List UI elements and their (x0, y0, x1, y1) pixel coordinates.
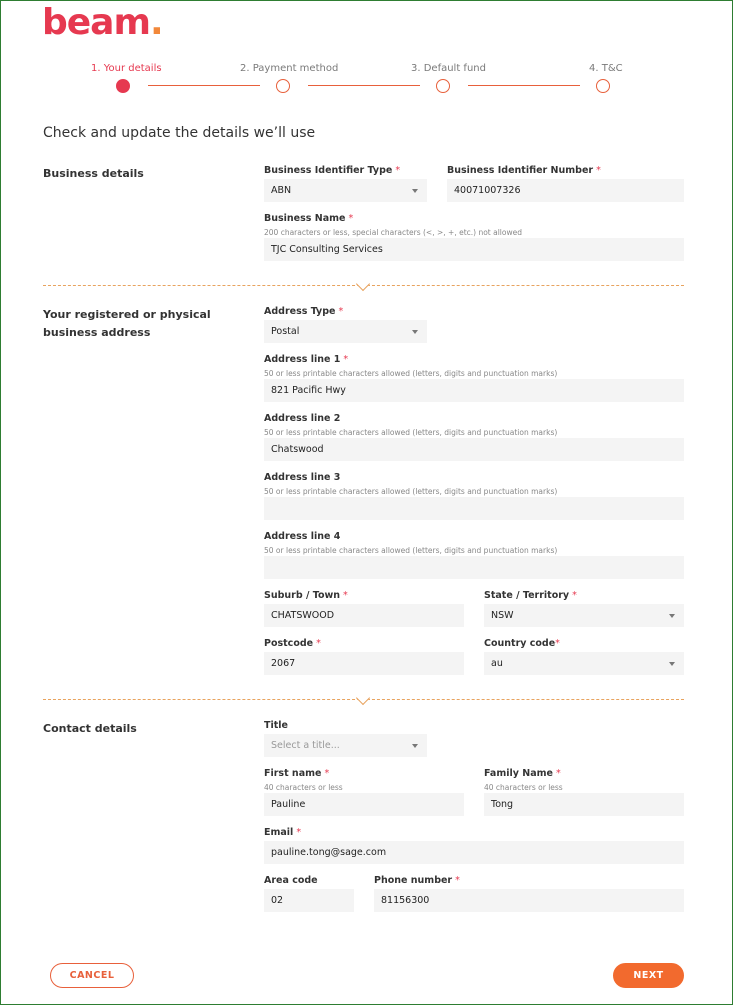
label-text: Business Name (264, 213, 346, 224)
business-name-label (264, 213, 353, 224)
address-line-2-label: Address line 2 (264, 413, 341, 424)
phone-number-label (374, 875, 460, 886)
postcode-label (264, 638, 321, 649)
email-input[interactable]: pauline.tong@sage.com (264, 841, 684, 864)
required-marker: * (296, 827, 302, 838)
suburb-label (264, 590, 348, 601)
address-type-label (264, 306, 343, 317)
required-marker: * (395, 165, 401, 176)
label-text: Business Identifier Type (264, 165, 393, 176)
chevron-down-icon (412, 189, 418, 193)
postcode-input[interactable]: 2067 (264, 652, 464, 675)
selected-value: au (491, 658, 503, 669)
section-title-contact-details: Contact details (43, 722, 137, 735)
family-name-hint: 40 characters or less (484, 783, 563, 792)
step-label-default-fund: 3. Default fund (411, 63, 486, 74)
title-label: Title (264, 720, 288, 731)
step-connector-3 (468, 85, 580, 86)
title-select[interactable] (264, 734, 427, 757)
label-text: First name (264, 768, 322, 779)
address-type-select[interactable] (264, 320, 427, 343)
step-3-indicator (436, 79, 450, 93)
phone-number-input[interactable]: 81156300 (374, 889, 684, 912)
suburb-input[interactable]: CHATSWOOD (264, 604, 464, 627)
business-identifier-number-input[interactable]: 40071007326 (447, 179, 684, 202)
required-marker: * (348, 213, 354, 224)
label-text: Phone number (374, 875, 453, 886)
required-marker: * (555, 768, 561, 779)
next-button[interactable]: NEXT (613, 963, 684, 988)
first-name-label (264, 768, 329, 779)
step-connector-2 (308, 85, 420, 86)
selected-value: ABN (271, 185, 292, 196)
logo-text: beam (42, 2, 150, 43)
first-name-input[interactable]: Pauline (264, 793, 464, 816)
first-name-hint: 40 characters or less (264, 783, 343, 792)
address-line-3-label: Address line 3 (264, 472, 341, 483)
page-title: Check and update the details we’ll use (43, 125, 316, 141)
business-name-hint: 200 characters or less, special characters (<, >, +, etc.) not allowed (264, 228, 522, 237)
family-name-label (484, 768, 561, 779)
business-identifier-number-label (447, 165, 601, 176)
required-marker: * (324, 768, 330, 779)
label-text: Address line 1 (264, 354, 341, 365)
state-label (484, 590, 577, 601)
cancel-button[interactable]: CANCEL (50, 963, 134, 988)
business-identifier-type-select[interactable] (264, 179, 427, 202)
title-placeholder: Select a title... (271, 740, 340, 751)
label-text: Business Identifier Number (447, 165, 594, 176)
chevron-down-icon (412, 330, 418, 334)
address-line-4-hint: 50 or less printable characters allowed (letters, digits and punctuation marks) (264, 546, 558, 555)
chevron-down-icon (669, 662, 675, 666)
required-marker: * (316, 638, 321, 649)
label-text: State / Territory (484, 590, 570, 601)
address-line-2-hint: 50 or less printable characters allowed (letters, digits and punctuation marks) (264, 428, 558, 437)
selected-value: Postal (271, 326, 300, 337)
business-name-input[interactable]: TJC Consulting Services (264, 238, 684, 261)
required-marker: * (596, 165, 601, 176)
country-code-label (484, 638, 560, 649)
step-label-payment-method: 2. Payment method (240, 63, 339, 74)
label-text: Suburb / Town (264, 590, 341, 601)
chevron-down-icon (669, 614, 675, 618)
step-1-indicator (116, 79, 130, 93)
address-line-3-hint: 50 or less printable characters allowed (letters, digits and punctuation marks) (264, 487, 558, 496)
label-text: Postcode (264, 638, 314, 649)
address-line-1-hint: 50 or less printable characters allowed (letters, digits and punctuation marks) (264, 369, 558, 378)
address-line-4-label: Address line 4 (264, 531, 341, 542)
required-marker: * (338, 306, 344, 317)
label-text: Family Name (484, 768, 553, 779)
label-text: Address Type (264, 306, 336, 317)
label-text: Email (264, 827, 294, 838)
area-code-label: Area code (264, 875, 318, 886)
business-identifier-type-label (264, 165, 400, 176)
logo-dot: . (150, 2, 163, 43)
required-marker: * (343, 354, 349, 365)
required-marker: * (455, 875, 460, 886)
family-name-input[interactable]: Tong (484, 793, 684, 816)
required-marker: * (555, 638, 560, 649)
country-code-select[interactable] (484, 652, 684, 675)
step-label-tc: 4. T&C (589, 63, 623, 74)
address-line-3-input[interactable] (264, 497, 684, 520)
step-connector-1 (148, 85, 260, 86)
required-marker: * (572, 590, 577, 601)
step-4-indicator (596, 79, 610, 93)
state-select[interactable] (484, 604, 684, 627)
address-line-4-input[interactable] (264, 556, 684, 579)
section-title-business-address: Your registered or physical business address (43, 308, 211, 339)
address-line-2-input[interactable]: Chatswood (264, 438, 684, 461)
chevron-down-icon (412, 744, 418, 748)
address-line-1-input[interactable]: 821 Pacific Hwy (264, 379, 684, 402)
step-label-your-details: 1. Your details (91, 63, 162, 74)
section-title-business-details: Business details (43, 167, 144, 180)
email-label (264, 827, 301, 838)
address-line-1-label (264, 354, 348, 365)
required-marker: * (343, 590, 348, 601)
label-text: Country code (484, 638, 556, 649)
area-code-input[interactable]: 02 (264, 889, 354, 912)
selected-value: NSW (491, 610, 514, 621)
beam-logo (42, 2, 163, 44)
step-2-indicator (276, 79, 290, 93)
